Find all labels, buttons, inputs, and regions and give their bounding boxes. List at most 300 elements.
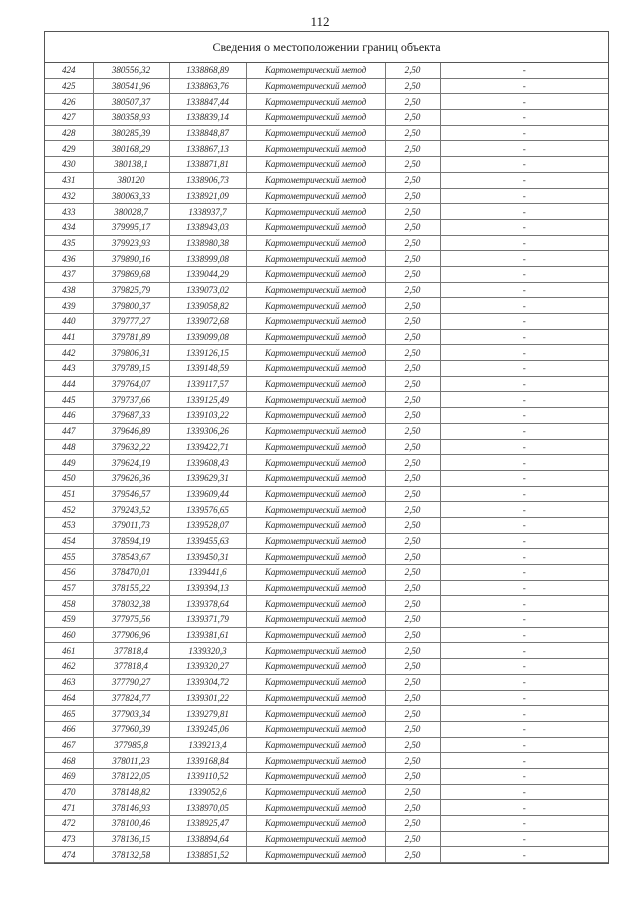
table-row bbox=[45, 125, 608, 141]
method-cell: Картометрический метод bbox=[246, 329, 385, 345]
method-cell: Картометрический метод bbox=[246, 172, 385, 188]
method-cell: Картометрический метод bbox=[246, 768, 385, 784]
y-coordinate-cell: 1338868,89 bbox=[169, 63, 246, 78]
point-number-cell: 438 bbox=[45, 282, 93, 298]
description-cell: - bbox=[440, 439, 608, 455]
x-coordinate-cell: 380556,32 bbox=[93, 63, 169, 78]
description-cell: - bbox=[440, 376, 608, 392]
x-coordinate-cell: 379806,31 bbox=[93, 345, 169, 361]
table-row bbox=[45, 423, 608, 439]
description-cell: - bbox=[440, 125, 608, 141]
y-coordinate-cell: 1339148,59 bbox=[169, 361, 246, 377]
method-cell: Картометрический метод bbox=[246, 63, 385, 78]
method-cell: Картометрический метод bbox=[246, 423, 385, 439]
method-cell: Картометрический метод bbox=[246, 78, 385, 94]
method-cell: Картометрический метод bbox=[246, 486, 385, 502]
accuracy-cell: 2,50 bbox=[385, 596, 440, 612]
x-coordinate-cell: 379869,68 bbox=[93, 266, 169, 282]
method-cell: Картометрический метод bbox=[246, 549, 385, 565]
description-cell: - bbox=[440, 219, 608, 235]
x-coordinate-cell: 380507,37 bbox=[93, 94, 169, 110]
y-coordinate-cell: 1338863,76 bbox=[169, 78, 246, 94]
y-coordinate-cell: 1339072,68 bbox=[169, 314, 246, 330]
table-row bbox=[45, 94, 608, 110]
description-cell: - bbox=[440, 643, 608, 659]
method-cell: Картометрический метод bbox=[246, 204, 385, 220]
table-row bbox=[45, 392, 608, 408]
y-coordinate-cell: 1338999,08 bbox=[169, 251, 246, 267]
description-cell: - bbox=[440, 188, 608, 204]
table-row bbox=[45, 517, 608, 533]
table-row bbox=[45, 596, 608, 612]
x-coordinate-cell: 380285,39 bbox=[93, 125, 169, 141]
table-row bbox=[45, 172, 608, 188]
point-number-cell: 426 bbox=[45, 94, 93, 110]
table-row bbox=[45, 612, 608, 628]
table-row bbox=[45, 157, 608, 173]
x-coordinate-cell: 379789,15 bbox=[93, 361, 169, 377]
method-cell: Картометрический метод bbox=[246, 392, 385, 408]
method-cell: Картометрический метод bbox=[246, 612, 385, 628]
point-number-cell: 473 bbox=[45, 831, 93, 847]
point-number-cell: 468 bbox=[45, 753, 93, 769]
point-number-cell: 461 bbox=[45, 643, 93, 659]
x-coordinate-cell: 379890,16 bbox=[93, 251, 169, 267]
y-coordinate-cell: 1339279,81 bbox=[169, 706, 246, 722]
x-coordinate-cell: 377818,4 bbox=[93, 659, 169, 675]
table-row bbox=[45, 627, 608, 643]
point-number-cell: 436 bbox=[45, 251, 93, 267]
method-cell: Картометрический метод bbox=[246, 690, 385, 706]
accuracy-cell: 2,50 bbox=[385, 78, 440, 94]
description-cell: - bbox=[440, 721, 608, 737]
description-cell: - bbox=[440, 298, 608, 314]
accuracy-cell: 2,50 bbox=[385, 533, 440, 549]
method-cell: Картометрический метод bbox=[246, 721, 385, 737]
point-number-cell: 453 bbox=[45, 517, 93, 533]
table-row bbox=[45, 784, 608, 800]
x-coordinate-cell: 379626,36 bbox=[93, 470, 169, 486]
y-coordinate-cell: 1338839,14 bbox=[169, 110, 246, 126]
description-cell: - bbox=[440, 172, 608, 188]
table-row bbox=[45, 235, 608, 251]
method-cell: Картометрический метод bbox=[246, 110, 385, 126]
point-number-cell: 444 bbox=[45, 376, 93, 392]
accuracy-cell: 2,50 bbox=[385, 706, 440, 722]
y-coordinate-cell: 1338894,64 bbox=[169, 831, 246, 847]
description-cell: - bbox=[440, 674, 608, 690]
accuracy-cell: 2,50 bbox=[385, 690, 440, 706]
description-cell: - bbox=[440, 251, 608, 267]
accuracy-cell: 2,50 bbox=[385, 251, 440, 267]
accuracy-cell: 2,50 bbox=[385, 423, 440, 439]
accuracy-cell: 2,50 bbox=[385, 110, 440, 126]
x-coordinate-cell: 379624,19 bbox=[93, 455, 169, 471]
description-cell: - bbox=[440, 596, 608, 612]
description-cell: - bbox=[440, 361, 608, 377]
point-number-cell: 429 bbox=[45, 141, 93, 157]
x-coordinate-cell: 380168,29 bbox=[93, 141, 169, 157]
point-number-cell: 466 bbox=[45, 721, 93, 737]
y-coordinate-cell: 1339052,6 bbox=[169, 784, 246, 800]
accuracy-cell: 2,50 bbox=[385, 470, 440, 486]
accuracy-cell: 2,50 bbox=[385, 408, 440, 424]
accuracy-cell: 2,50 bbox=[385, 627, 440, 643]
x-coordinate-cell: 378146,93 bbox=[93, 800, 169, 816]
point-number-cell: 435 bbox=[45, 235, 93, 251]
table-row bbox=[45, 643, 608, 659]
point-number-cell: 448 bbox=[45, 439, 93, 455]
accuracy-cell: 2,50 bbox=[385, 188, 440, 204]
x-coordinate-cell: 378122,05 bbox=[93, 768, 169, 784]
point-number-cell: 459 bbox=[45, 612, 93, 628]
table-row bbox=[45, 314, 608, 330]
method-cell: Картометрический метод bbox=[246, 157, 385, 173]
accuracy-cell: 2,50 bbox=[385, 455, 440, 471]
accuracy-cell: 2,50 bbox=[385, 345, 440, 361]
method-cell: Картометрический метод bbox=[246, 141, 385, 157]
accuracy-cell: 2,50 bbox=[385, 157, 440, 173]
x-coordinate-cell: 378470,01 bbox=[93, 565, 169, 581]
accuracy-cell: 2,50 bbox=[385, 502, 440, 518]
y-coordinate-cell: 1339103,22 bbox=[169, 408, 246, 424]
table-row bbox=[45, 674, 608, 690]
y-coordinate-cell: 1339576,65 bbox=[169, 502, 246, 518]
y-coordinate-cell: 1339126,15 bbox=[169, 345, 246, 361]
description-cell: - bbox=[440, 737, 608, 753]
method-cell: Картометрический метод bbox=[246, 816, 385, 832]
description-cell: - bbox=[440, 800, 608, 816]
x-coordinate-cell: 379632,22 bbox=[93, 439, 169, 455]
x-coordinate-cell: 377975,56 bbox=[93, 612, 169, 628]
description-cell: - bbox=[440, 78, 608, 94]
point-number-cell: 462 bbox=[45, 659, 93, 675]
description-cell: - bbox=[440, 408, 608, 424]
y-coordinate-cell: 1339301,22 bbox=[169, 690, 246, 706]
point-number-cell: 437 bbox=[45, 266, 93, 282]
y-coordinate-cell: 1339450,31 bbox=[169, 549, 246, 565]
y-coordinate-cell: 1338847,44 bbox=[169, 94, 246, 110]
x-coordinate-cell: 377824,77 bbox=[93, 690, 169, 706]
description-cell: - bbox=[440, 831, 608, 847]
accuracy-cell: 2,50 bbox=[385, 517, 440, 533]
method-cell: Картометрический метод bbox=[246, 266, 385, 282]
y-coordinate-cell: 1338867,13 bbox=[169, 141, 246, 157]
accuracy-cell: 2,50 bbox=[385, 125, 440, 141]
x-coordinate-cell: 380063,33 bbox=[93, 188, 169, 204]
y-coordinate-cell: 1338848,87 bbox=[169, 125, 246, 141]
x-coordinate-cell: 378543,67 bbox=[93, 549, 169, 565]
table-row bbox=[45, 408, 608, 424]
point-number-cell: 463 bbox=[45, 674, 93, 690]
x-coordinate-cell: 379800,37 bbox=[93, 298, 169, 314]
description-cell: - bbox=[440, 533, 608, 549]
accuracy-cell: 2,50 bbox=[385, 784, 440, 800]
description-cell: - bbox=[440, 816, 608, 832]
point-number-cell: 452 bbox=[45, 502, 93, 518]
x-coordinate-cell: 379825,79 bbox=[93, 282, 169, 298]
method-cell: Картометрический метод bbox=[246, 533, 385, 549]
table-row bbox=[45, 816, 608, 832]
accuracy-cell: 2,50 bbox=[385, 376, 440, 392]
accuracy-cell: 2,50 bbox=[385, 486, 440, 502]
description-cell: - bbox=[440, 423, 608, 439]
table-row bbox=[45, 502, 608, 518]
table-title: Сведения о местоположении границ объекта bbox=[45, 32, 608, 63]
coordinates-sheet bbox=[44, 31, 609, 864]
description-cell: - bbox=[440, 517, 608, 533]
point-number-cell: 450 bbox=[45, 470, 93, 486]
y-coordinate-cell: 1339099,08 bbox=[169, 329, 246, 345]
table-row bbox=[45, 219, 608, 235]
description-cell: - bbox=[440, 580, 608, 596]
method-cell: Картометрический метод bbox=[246, 219, 385, 235]
table-body bbox=[45, 63, 608, 863]
method-cell: Картометрический метод bbox=[246, 376, 385, 392]
x-coordinate-cell: 379243,52 bbox=[93, 502, 169, 518]
description-cell: - bbox=[440, 455, 608, 471]
description-cell: - bbox=[440, 706, 608, 722]
accuracy-cell: 2,50 bbox=[385, 94, 440, 110]
point-number-cell: 432 bbox=[45, 188, 93, 204]
y-coordinate-cell: 1339609,44 bbox=[169, 486, 246, 502]
accuracy-cell: 2,50 bbox=[385, 314, 440, 330]
description-cell: - bbox=[440, 690, 608, 706]
y-coordinate-cell: 1339304,72 bbox=[169, 674, 246, 690]
table-row bbox=[45, 345, 608, 361]
y-coordinate-cell: 1339320,3 bbox=[169, 643, 246, 659]
method-cell: Картометрический метод bbox=[246, 408, 385, 424]
x-coordinate-cell: 379995,17 bbox=[93, 219, 169, 235]
accuracy-cell: 2,50 bbox=[385, 847, 440, 863]
method-cell: Картометрический метод bbox=[246, 314, 385, 330]
y-coordinate-cell: 1338921,09 bbox=[169, 188, 246, 204]
description-cell: - bbox=[440, 141, 608, 157]
accuracy-cell: 2,50 bbox=[385, 298, 440, 314]
point-number-cell: 442 bbox=[45, 345, 93, 361]
table-row bbox=[45, 188, 608, 204]
method-cell: Картометрический метод bbox=[246, 282, 385, 298]
method-cell: Картометрический метод bbox=[246, 737, 385, 753]
description-cell: - bbox=[440, 784, 608, 800]
point-number-cell: 439 bbox=[45, 298, 93, 314]
y-coordinate-cell: 1338970,05 bbox=[169, 800, 246, 816]
x-coordinate-cell: 377906,96 bbox=[93, 627, 169, 643]
table-row bbox=[45, 63, 608, 78]
accuracy-cell: 2,50 bbox=[385, 643, 440, 659]
point-number-cell: 460 bbox=[45, 627, 93, 643]
table-row bbox=[45, 768, 608, 784]
y-coordinate-cell: 1338980,38 bbox=[169, 235, 246, 251]
table-row bbox=[45, 282, 608, 298]
table-row bbox=[45, 706, 608, 722]
table-row bbox=[45, 659, 608, 675]
point-number-cell: 469 bbox=[45, 768, 93, 784]
method-cell: Картометрический метод bbox=[246, 502, 385, 518]
accuracy-cell: 2,50 bbox=[385, 141, 440, 157]
table-row bbox=[45, 847, 608, 863]
y-coordinate-cell: 1338943,03 bbox=[169, 219, 246, 235]
description-cell: - bbox=[440, 753, 608, 769]
y-coordinate-cell: 1339394,13 bbox=[169, 580, 246, 596]
accuracy-cell: 2,50 bbox=[385, 816, 440, 832]
point-number-cell: 424 bbox=[45, 63, 93, 78]
accuracy-cell: 2,50 bbox=[385, 768, 440, 784]
point-number-cell: 425 bbox=[45, 78, 93, 94]
x-coordinate-cell: 377790,27 bbox=[93, 674, 169, 690]
y-coordinate-cell: 1339455,63 bbox=[169, 533, 246, 549]
accuracy-cell: 2,50 bbox=[385, 204, 440, 220]
accuracy-cell: 2,50 bbox=[385, 63, 440, 78]
description-cell: - bbox=[440, 235, 608, 251]
point-number-cell: 465 bbox=[45, 706, 93, 722]
x-coordinate-cell: 379687,33 bbox=[93, 408, 169, 424]
table-row bbox=[45, 580, 608, 596]
method-cell: Картометрический метод bbox=[246, 643, 385, 659]
method-cell: Картометрический метод bbox=[246, 345, 385, 361]
x-coordinate-cell: 379777,27 bbox=[93, 314, 169, 330]
x-coordinate-cell: 379011,73 bbox=[93, 517, 169, 533]
y-coordinate-cell: 1339371,79 bbox=[169, 612, 246, 628]
y-coordinate-cell: 1339378,64 bbox=[169, 596, 246, 612]
x-coordinate-cell: 377903,34 bbox=[93, 706, 169, 722]
x-coordinate-cell: 378132,58 bbox=[93, 847, 169, 863]
x-coordinate-cell: 377818,4 bbox=[93, 643, 169, 659]
method-cell: Картометрический метод bbox=[246, 188, 385, 204]
y-coordinate-cell: 1339245,06 bbox=[169, 721, 246, 737]
accuracy-cell: 2,50 bbox=[385, 831, 440, 847]
point-number-cell: 445 bbox=[45, 392, 93, 408]
accuracy-cell: 2,50 bbox=[385, 549, 440, 565]
x-coordinate-cell: 380358,93 bbox=[93, 110, 169, 126]
y-coordinate-cell: 1339528,07 bbox=[169, 517, 246, 533]
y-coordinate-cell: 1339213,4 bbox=[169, 737, 246, 753]
x-coordinate-cell: 380138,1 bbox=[93, 157, 169, 173]
accuracy-cell: 2,50 bbox=[385, 721, 440, 737]
y-coordinate-cell: 1339110,52 bbox=[169, 768, 246, 784]
description-cell: - bbox=[440, 157, 608, 173]
description-cell: - bbox=[440, 110, 608, 126]
accuracy-cell: 2,50 bbox=[385, 439, 440, 455]
point-number-cell: 446 bbox=[45, 408, 93, 424]
method-cell: Картометрический метод bbox=[246, 659, 385, 675]
description-cell: - bbox=[440, 847, 608, 863]
accuracy-cell: 2,50 bbox=[385, 565, 440, 581]
method-cell: Картометрический метод bbox=[246, 784, 385, 800]
point-number-cell: 447 bbox=[45, 423, 93, 439]
method-cell: Картометрический метод bbox=[246, 470, 385, 486]
method-cell: Картометрический метод bbox=[246, 753, 385, 769]
point-number-cell: 431 bbox=[45, 172, 93, 188]
method-cell: Картометрический метод bbox=[246, 298, 385, 314]
method-cell: Картометрический метод bbox=[246, 565, 385, 581]
table-row bbox=[45, 737, 608, 753]
table-row bbox=[45, 533, 608, 549]
page-number: 112 bbox=[310, 14, 330, 29]
y-coordinate-cell: 1339629,31 bbox=[169, 470, 246, 486]
point-number-cell: 454 bbox=[45, 533, 93, 549]
y-coordinate-cell: 1339441,6 bbox=[169, 565, 246, 581]
description-cell: - bbox=[440, 392, 608, 408]
point-number-cell: 472 bbox=[45, 816, 93, 832]
y-coordinate-cell: 1339168,84 bbox=[169, 753, 246, 769]
description-cell: - bbox=[440, 768, 608, 784]
method-cell: Картометрический метод bbox=[246, 361, 385, 377]
y-coordinate-cell: 1339073,02 bbox=[169, 282, 246, 298]
method-cell: Картометрический метод bbox=[246, 831, 385, 847]
table-row bbox=[45, 361, 608, 377]
table-row bbox=[45, 690, 608, 706]
table-row bbox=[45, 549, 608, 565]
x-coordinate-cell: 380028,7 bbox=[93, 204, 169, 220]
y-coordinate-cell: 1338937,7 bbox=[169, 204, 246, 220]
table-row bbox=[45, 831, 608, 847]
x-coordinate-cell: 378032,38 bbox=[93, 596, 169, 612]
x-coordinate-cell: 377985,8 bbox=[93, 737, 169, 753]
description-cell: - bbox=[440, 627, 608, 643]
table-row bbox=[45, 298, 608, 314]
method-cell: Картометрический метод bbox=[246, 517, 385, 533]
table-row bbox=[45, 486, 608, 502]
description-cell: - bbox=[440, 314, 608, 330]
method-cell: Картометрический метод bbox=[246, 800, 385, 816]
x-coordinate-cell: 380541,96 bbox=[93, 78, 169, 94]
description-cell: - bbox=[440, 470, 608, 486]
method-cell: Картометрический метод bbox=[246, 455, 385, 471]
y-coordinate-cell: 1339320,27 bbox=[169, 659, 246, 675]
y-coordinate-cell: 1339125,49 bbox=[169, 392, 246, 408]
point-number-cell: 441 bbox=[45, 329, 93, 345]
accuracy-cell: 2,50 bbox=[385, 361, 440, 377]
x-coordinate-cell: 379764,07 bbox=[93, 376, 169, 392]
table-row bbox=[45, 266, 608, 282]
method-cell: Картометрический метод bbox=[246, 125, 385, 141]
y-coordinate-cell: 1339381,61 bbox=[169, 627, 246, 643]
point-number-cell: 457 bbox=[45, 580, 93, 596]
description-cell: - bbox=[440, 282, 608, 298]
y-coordinate-cell: 1339058,82 bbox=[169, 298, 246, 314]
point-number-cell: 433 bbox=[45, 204, 93, 220]
point-number-cell: 470 bbox=[45, 784, 93, 800]
x-coordinate-cell: 379646,89 bbox=[93, 423, 169, 439]
x-coordinate-cell: 380120 bbox=[93, 172, 169, 188]
table-row bbox=[45, 204, 608, 220]
accuracy-cell: 2,50 bbox=[385, 392, 440, 408]
x-coordinate-cell: 378155,22 bbox=[93, 580, 169, 596]
point-number-cell: 451 bbox=[45, 486, 93, 502]
point-number-cell: 427 bbox=[45, 110, 93, 126]
description-cell: - bbox=[440, 565, 608, 581]
method-cell: Картометрический метод bbox=[246, 847, 385, 863]
x-coordinate-cell: 379546,57 bbox=[93, 486, 169, 502]
description-cell: - bbox=[440, 612, 608, 628]
x-coordinate-cell: 379923,93 bbox=[93, 235, 169, 251]
table-row bbox=[45, 721, 608, 737]
point-number-cell: 455 bbox=[45, 549, 93, 565]
description-cell: - bbox=[440, 63, 608, 78]
x-coordinate-cell: 378136,15 bbox=[93, 831, 169, 847]
x-coordinate-cell: 379737,66 bbox=[93, 392, 169, 408]
table-row bbox=[45, 565, 608, 581]
accuracy-cell: 2,50 bbox=[385, 753, 440, 769]
method-cell: Картометрический метод bbox=[246, 439, 385, 455]
point-number-cell: 474 bbox=[45, 847, 93, 863]
point-number-cell: 443 bbox=[45, 361, 93, 377]
table-row bbox=[45, 800, 608, 816]
x-coordinate-cell: 379781,89 bbox=[93, 329, 169, 345]
method-cell: Картометрический метод bbox=[246, 627, 385, 643]
accuracy-cell: 2,50 bbox=[385, 282, 440, 298]
